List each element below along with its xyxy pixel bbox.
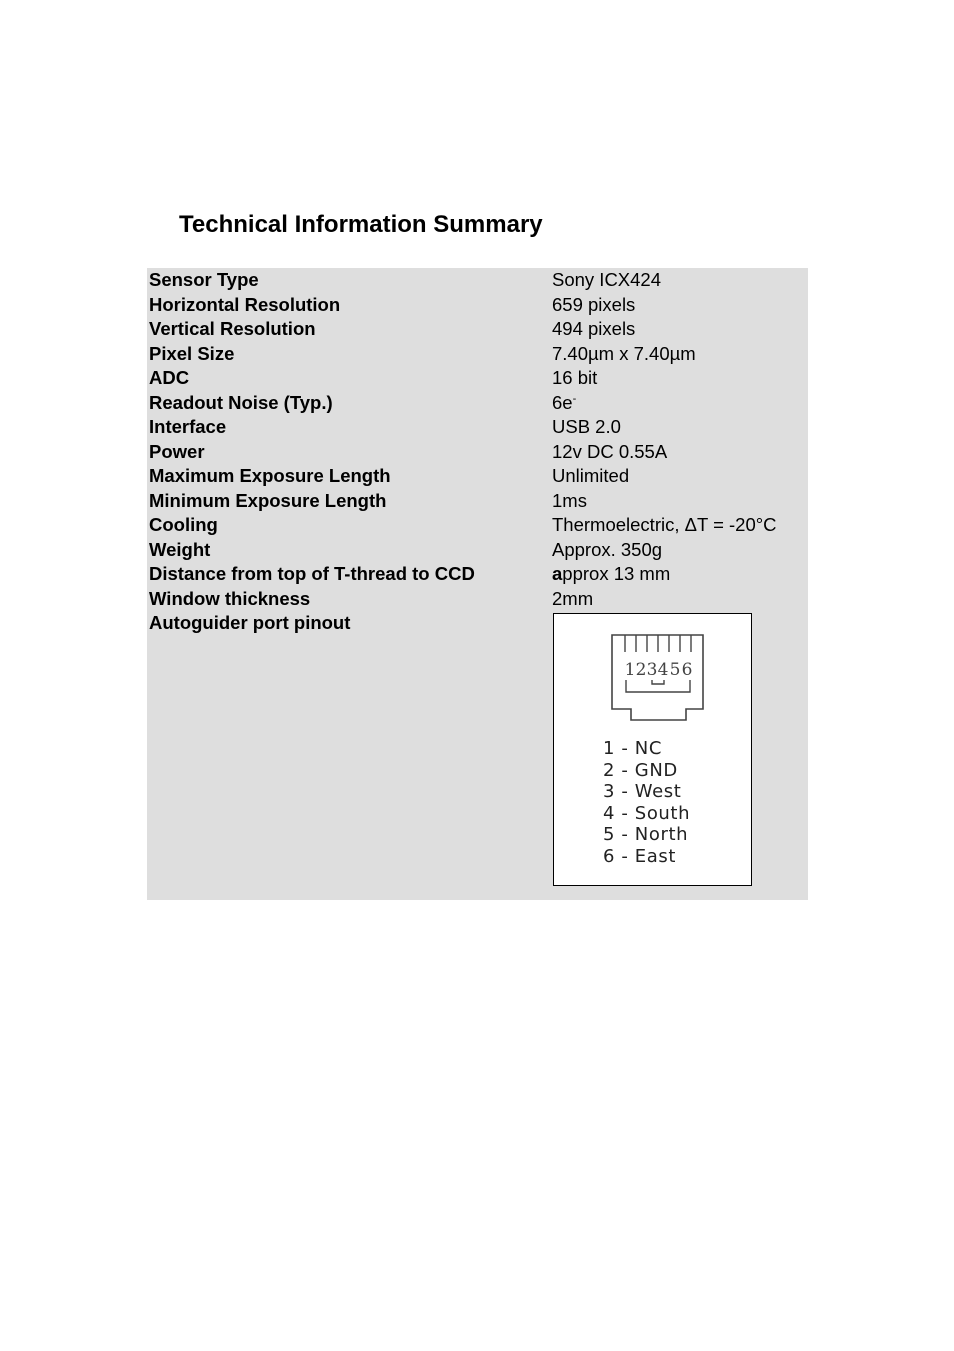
spec-value: 7.40µm x 7.40µm [552,342,696,364]
pin-number: 1 [624,660,636,680]
spec-label: Minimum Exposure Length [149,489,387,511]
spec-row-max-exposure [147,464,808,488]
spec-value: Thermoelectric, ΔT = -20°C [552,514,777,535]
spec-value: Approx. 350g [552,538,663,560]
spec-label: Readout Noise (Typ.) [149,391,333,413]
spec-row-horizontal-resolution [147,293,808,317]
spec-value [552,391,576,415]
spec-row-interface [147,415,808,439]
spec-row-power [147,440,808,464]
spec-value: 16 bit [552,367,598,388]
pin-assignment-list [603,738,690,868]
spec-value: 659 pixels [552,293,636,315]
spec-label: Autoguider port pinout [149,612,351,633]
pin-number: 2 [635,660,647,680]
spec-label: ADC [149,367,190,388]
spec-label: Pixel Size [149,342,235,364]
spec-label: Maximum Exposure Length [149,465,391,486]
pin-assignment: 4 - South [603,802,691,824]
spec-value: Unlimited [552,465,630,486]
spec-label: Interface [149,416,227,437]
spec-label: Vertical Resolution [149,318,316,339]
spec-row-pixel-size [147,342,808,366]
spec-value: 1ms [552,489,587,511]
spec-label: Power [149,440,205,462]
spec-label: Sensor Type [149,269,259,290]
pin-assignment: 6 - East [603,845,677,867]
spec-value: 2mm [552,587,594,609]
spec-value [552,562,670,586]
spec-value: USB 2.0 [552,416,621,437]
pin-assignment: 5 - North [603,824,689,846]
spec-row-min-exposure [147,489,808,513]
spec-label: Cooling [149,514,218,535]
spec-label: Window thickness [149,587,311,609]
spec-label: Distance from top of T-thread to CCD [149,563,475,584]
spec-label: Horizontal Resolution [149,293,341,315]
spec-row-adc [147,366,808,390]
spec-value: 494 pixels [552,318,636,339]
spec-value-text: 6e [552,391,573,413]
spec-row-cooling [147,513,808,537]
spec-value-text: pprox 13 mm [562,563,671,584]
pin-number: 6 [681,660,693,680]
pin-number: 5 [669,660,681,680]
page-title: Technical Information Summary [179,211,543,238]
spec-row-vertical-resolution [147,317,808,341]
pin-number: 3 [646,660,658,680]
spec-value: 12v DC 0.55A [552,440,668,462]
spec-label: Weight [149,538,211,560]
spec-value-bold-prefix: a [552,563,563,584]
spec-row-t-thread-distance [147,562,808,586]
spec-row-sensor-type [147,268,808,292]
pin-assignment: 2 - GND [603,759,678,781]
spec-row-weight [147,538,808,562]
superscript-minus: - [572,392,577,405]
pin-assignment: 1 - NC [603,738,663,759]
spec-row-readout-noise [147,391,808,415]
pin-number: 4 [657,660,669,680]
spec-row-window-thickness [147,587,808,611]
spec-table [147,268,808,900]
pin-assignment: 3 - West [603,781,682,803]
autoguider-pinout-diagram [553,613,752,886]
spec-value: Sony ICX424 [552,269,662,290]
